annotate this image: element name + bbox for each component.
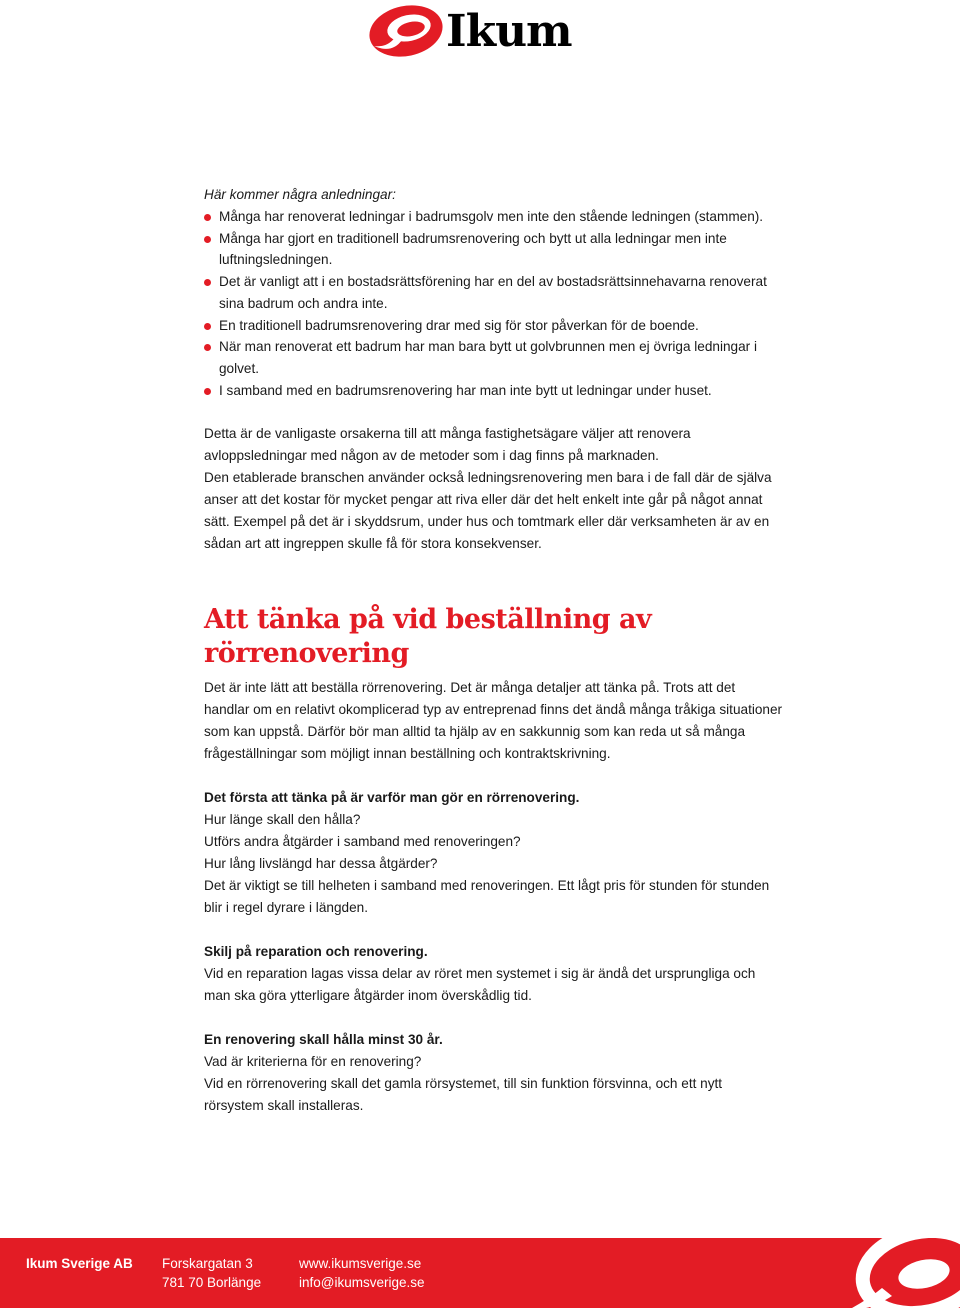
list-item: Det är vanligt att i en bostadsrättsförening har en del av bostadsrättsinnehavarna renoverat sina badrum och andra inte. xyxy=(204,271,784,314)
logo-wordmark: Ikum xyxy=(446,6,572,57)
block-heading: Det första att tänka på är varför man gör en rörrenovering. xyxy=(204,790,580,806)
causes-section xyxy=(204,423,784,555)
block-line: Det är viktigt se till helheten i samband med renoveringen. Ett lågt pris för stunden för stunden blir i regel dyrare i längden. xyxy=(204,878,770,916)
block-line: Vid en rörrenovering skall det gamla rörsystemet, till sin funktion försvinna, och ett nytt rörsystem skall installeras. xyxy=(204,1076,723,1114)
footer-address xyxy=(162,1254,261,1292)
block-why xyxy=(204,787,784,919)
block-line: Hur lång livslängd har dessa åtgärder? xyxy=(204,856,438,872)
footer-email-link[interactable]: info@ikumsverige.se xyxy=(299,1275,425,1290)
footer-contact xyxy=(299,1254,425,1292)
document-body xyxy=(204,184,784,1117)
footer-bar xyxy=(0,1238,960,1308)
block-line: Utförs andra åtgärder i samband med renoveringen? xyxy=(204,834,521,850)
block-heading: En renovering skall hålla minst 30 år. xyxy=(204,1032,443,1048)
section-intro: Det är inte lätt att beställa rörrenovering. Det är många detaljer att tänka på. Trots att det handlar om en relativt okomplicerad typ av entreprenad finns det ändå många tråkiga situationer som kan uppstå. Därför bör man alltid ta hjälp av en sakkunnig som kan reda ut så många frågeställningar som möjligt innan beställning och kontraktskrivning. xyxy=(204,680,783,762)
block-line: Vid en reparation lagas vissa delar av röret men systemet i sig är ändå det ursprungliga och man ska göra ytterligare åtgärder inom överskådlig tid. xyxy=(204,966,756,1004)
logo-mark-icon xyxy=(366,2,447,58)
list-item: I samband med en badrumsrenovering har man inte bytt ut ledningar under huset. xyxy=(204,380,784,402)
reasons-list xyxy=(204,206,784,401)
block-30-years xyxy=(204,1029,784,1117)
ikum-logo xyxy=(366,2,598,58)
footer-street: Forskargatan 3 xyxy=(162,1256,253,1271)
list-item: Många har renoverat ledningar i badrumsgolv men inte den stående ledningen (stammen). xyxy=(204,206,784,228)
paragraph-causes: Detta är de vanligaste orsakerna till att många fastighetsägare väljer att renovera avloppsledningar med någon av de metoder som i dag finns på marknaden. xyxy=(204,426,691,464)
section-title: Att tänka på vid beställning av rörrenovering xyxy=(204,604,652,670)
list-item: När man renoverat ett badrum har man bara bytt ut golvbrunnen men ej övriga ledningar i golvet. xyxy=(204,336,784,379)
block-line: Vad är kriterierna för en renovering? xyxy=(204,1054,422,1070)
paragraph-industry: Den etablerade branschen använder också ledningsrenovering men bara i de fall där de själva anser att det kostar för mycket pengar att riva eller där det helt enkelt inte går på något annat sätt. Exempel på det är i skyddsrum, under hus och tomtmark eller där verksamheten är av en sådan art att ingreppen skulle få för stora konsekvenser. xyxy=(204,470,772,552)
block-heading: Skilj på reparation och renovering. xyxy=(204,944,428,960)
footer-website-link[interactable]: www.ikumsverige.se xyxy=(299,1256,422,1271)
intro-heading: Här kommer några anledningar: xyxy=(204,187,396,202)
footer-postal: 781 70 Borlänge xyxy=(162,1275,262,1290)
footer-logo-mark-icon xyxy=(852,1238,960,1308)
block-line: Hur länge skall den hålla? xyxy=(204,812,361,828)
block-repair xyxy=(204,941,784,1007)
footer-company: Ikum Sverige AB xyxy=(26,1256,133,1271)
list-item: En traditionell badrumsrenovering drar med sig för stor påverkan för de boende. xyxy=(204,315,784,337)
list-item: Många har gjort en traditionell badrumsrenovering och bytt ut alla ledningar men inte luftningsledningen. xyxy=(204,228,784,271)
